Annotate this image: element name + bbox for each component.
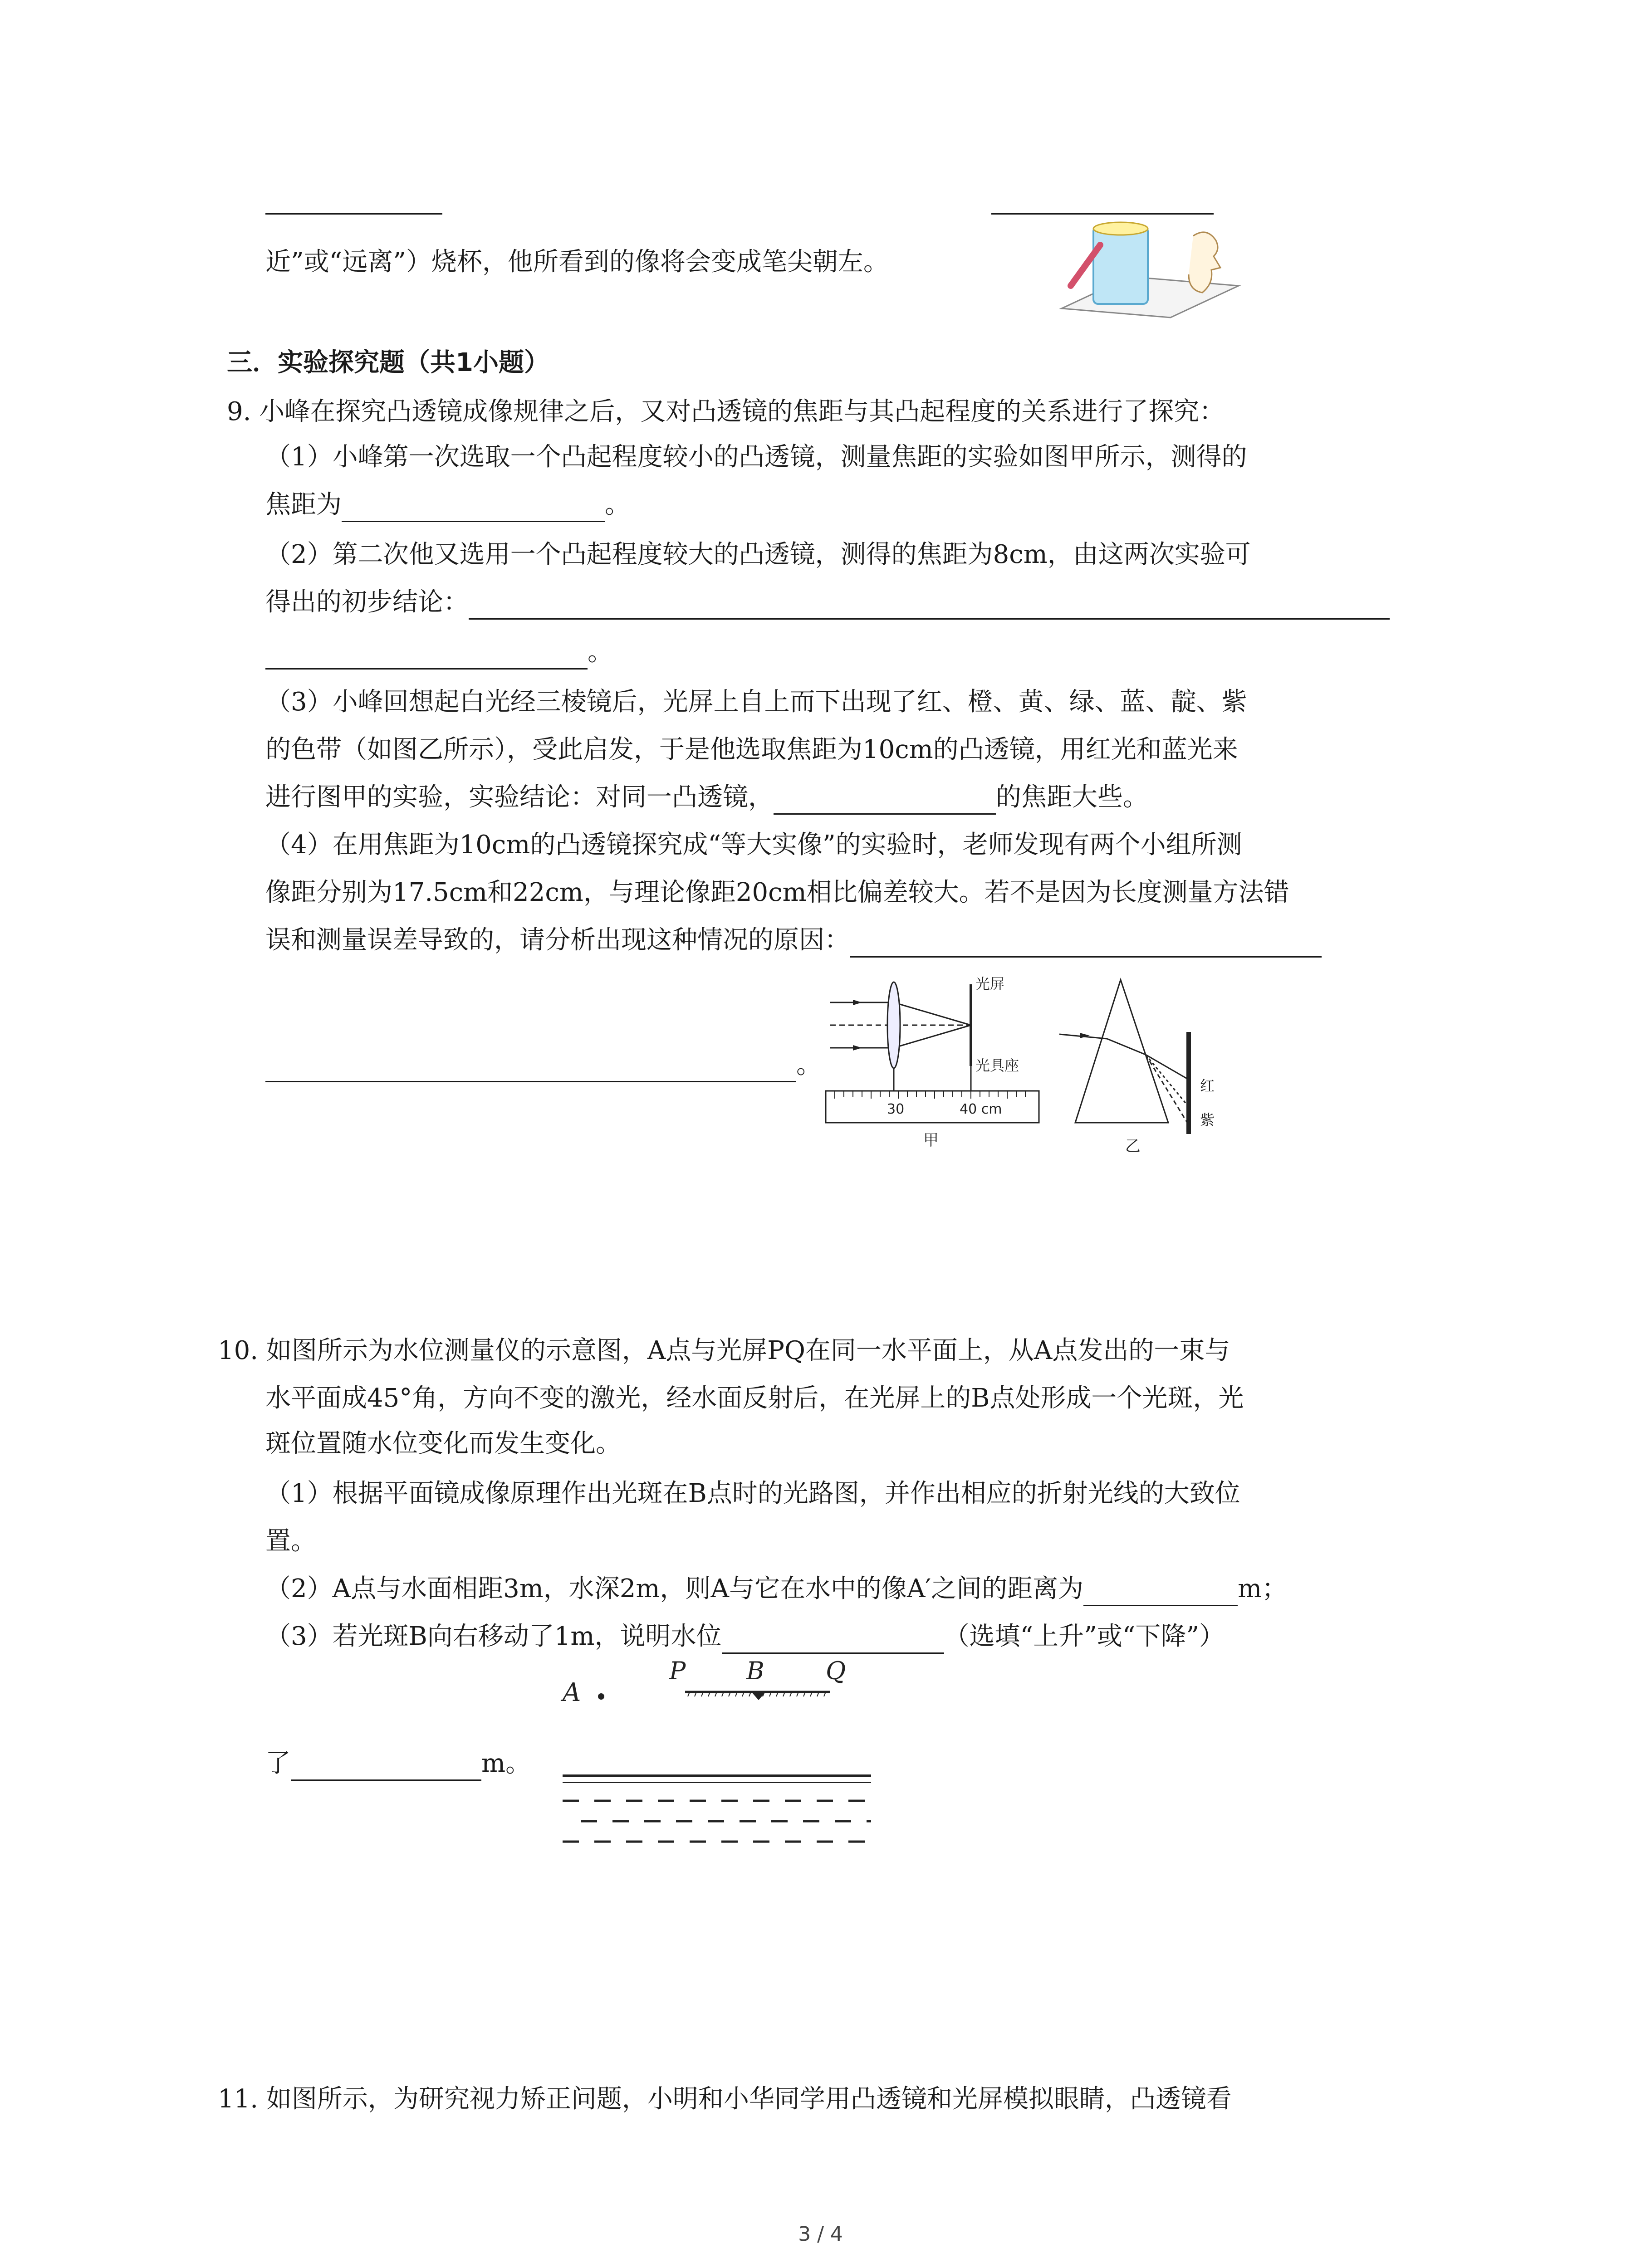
q10-intro-line2: 水平面成45°角，方向不变的激光，经水面反射后，在光屏上的B点处形成一个光斑，光 bbox=[265, 1383, 1244, 1413]
fig-yi-red-label: 红 bbox=[1200, 1077, 1215, 1095]
q9-p1-line1: （1）小峰第一次选取一个凸起程度较小的凸透镜，测量焦距的实验如图甲所示，测得的 bbox=[265, 442, 1247, 472]
q9-p2-end: 。 bbox=[588, 637, 613, 667]
q9-p2-text: 得出的初步结论： bbox=[265, 587, 469, 617]
q9-p3-line2: 的色带（如图乙所示），受此启发，于是他选取焦距为10cm的凸透镜，用红光和蓝光来 bbox=[265, 735, 1238, 764]
q8-blank-right[interactable] bbox=[991, 213, 1214, 215]
q10-p3-line1 bbox=[265, 1619, 1225, 1654]
q9-p4-blank[interactable] bbox=[850, 933, 1322, 958]
q9-p4-text: 误和测量误差导致的，请分析出现这种情况的原因： bbox=[265, 925, 850, 955]
q9-p2-line1: （2）第二次他又选用一个凸起程度较大的凸透镜，测得的焦距为8cm，由这两次实验可 bbox=[265, 540, 1251, 569]
q9-p4-line4 bbox=[265, 1048, 822, 1082]
q10-p3-text: （3）若光斑B向右移动了1m，说明水位 bbox=[265, 1622, 722, 1651]
q8-tail-line: 近”或“远离”）烧杯，他所看到的像将会变成笔尖朝左。 bbox=[265, 247, 889, 277]
fig-jia-caption: 甲 bbox=[923, 1131, 939, 1149]
q9-p1-blank[interactable] bbox=[342, 497, 605, 522]
gauge-label-p: P bbox=[669, 1657, 686, 1685]
q9-p4-end: 。 bbox=[796, 1050, 822, 1080]
gauge-label-q: Q bbox=[826, 1657, 846, 1685]
q10-p3-blank2[interactable] bbox=[291, 1756, 481, 1781]
q9-p4-blank-cont[interactable] bbox=[265, 1057, 796, 1082]
q9-p3-text-b: 的焦距大些。 bbox=[996, 782, 1148, 812]
beaker-illustration bbox=[1057, 218, 1248, 322]
q10-p3-unit: m。 bbox=[481, 1749, 531, 1778]
q10-p3-prefix: 了 bbox=[265, 1749, 291, 1778]
q9-intro: 9. 小峰在探究凸透镜成像规律之后，又对凸透镜的焦距与其凸起程度的关系进行了探究： bbox=[227, 397, 1225, 426]
q10-p2-blank[interactable] bbox=[1083, 1581, 1238, 1606]
q9-p1-end: 。 bbox=[605, 490, 630, 519]
fig-yi-violet-label: 紫 bbox=[1200, 1111, 1215, 1129]
q10-p1-line2: 置。 bbox=[265, 1526, 316, 1556]
q9-p2-blank[interactable] bbox=[469, 595, 1390, 620]
q9-p3-blank[interactable] bbox=[774, 790, 996, 815]
fig-jia-tick-40: 40 cm bbox=[960, 1101, 1002, 1117]
figure-jia-focal-length bbox=[821, 975, 1048, 1166]
figure-water-level-gauge bbox=[554, 1651, 889, 1878]
fig-jia-screen-label: 光屏 bbox=[975, 975, 1005, 992]
q9-p3-text-a: 进行图甲的实验，实验结论：对同一凸透镜， bbox=[265, 782, 774, 812]
q10-intro-line3: 斑位置随水位变化而发生变化。 bbox=[265, 1429, 621, 1458]
gauge-label-b: B bbox=[746, 1657, 764, 1685]
q9-p4-line3 bbox=[265, 923, 1322, 958]
q10-p2-unit: m； bbox=[1238, 1574, 1288, 1603]
q9-p2-blank-cont[interactable] bbox=[265, 645, 588, 670]
q10-p2-line bbox=[265, 1572, 1287, 1606]
q9-p2-line3 bbox=[265, 635, 613, 670]
q9-p4-line2: 像距分别为17.5cm和22cm，与理论像距20cm相比偏差较大。若不是因为长度测量方法错 bbox=[265, 878, 1289, 907]
q8-blank-left[interactable] bbox=[265, 213, 442, 215]
q10-intro-line1: 10. 如图所示为水位测量仪的示意图，A点与光屏PQ在同一水平面上，从A点发出的一束与 bbox=[218, 1336, 1230, 1365]
gauge-label-a: A bbox=[563, 1678, 581, 1707]
q10-p1-line1: （1）根据平面镜成像原理作出光斑在B点时的光路图，并作出相应的折射光线的大致位 bbox=[265, 1479, 1240, 1508]
fig-jia-tick-30: 30 bbox=[887, 1101, 905, 1117]
figure-yi-prism bbox=[1057, 971, 1230, 1166]
q9-p1-text: 焦距为 bbox=[265, 490, 342, 519]
q9-p2-line2 bbox=[265, 585, 1390, 620]
section-heading: 三．实验探究题（共1小题） bbox=[227, 348, 549, 377]
fig-jia-stand-label: 光具座 bbox=[975, 1057, 1019, 1074]
q10-p3-line2 bbox=[265, 1746, 531, 1781]
q10-p2-text: （2）A点与水面相距3m，水深2m，则A与它在水中的像A′之间的距离为 bbox=[265, 1574, 1084, 1603]
q11-intro-line1: 11. 如图所示，为研究视力矫正问题，小明和小华同学用凸透镜和光屏模拟眼睛，凸透镜看 bbox=[218, 2084, 1232, 2114]
page-number: 3 / 4 bbox=[798, 2223, 843, 2246]
q9-p3-line3 bbox=[265, 780, 1148, 815]
q10-p3-blank[interactable] bbox=[722, 1629, 944, 1654]
q9-p1-line2 bbox=[265, 488, 630, 522]
q10-p3-hint: （选填“上升”或“下降”） bbox=[944, 1622, 1225, 1651]
fig-yi-caption: 乙 bbox=[1125, 1137, 1141, 1155]
q9-p4-line1: （4）在用焦距为10cm的凸透镜探究成“等大实像”的实验时，老师发现有两个小组所测 bbox=[265, 830, 1242, 860]
q9-p3-line1: （3）小峰回想起白光经三棱镜后，光屏上自上而下出现了红、橙、黄、绿、蓝、靛、紫 bbox=[265, 687, 1247, 717]
